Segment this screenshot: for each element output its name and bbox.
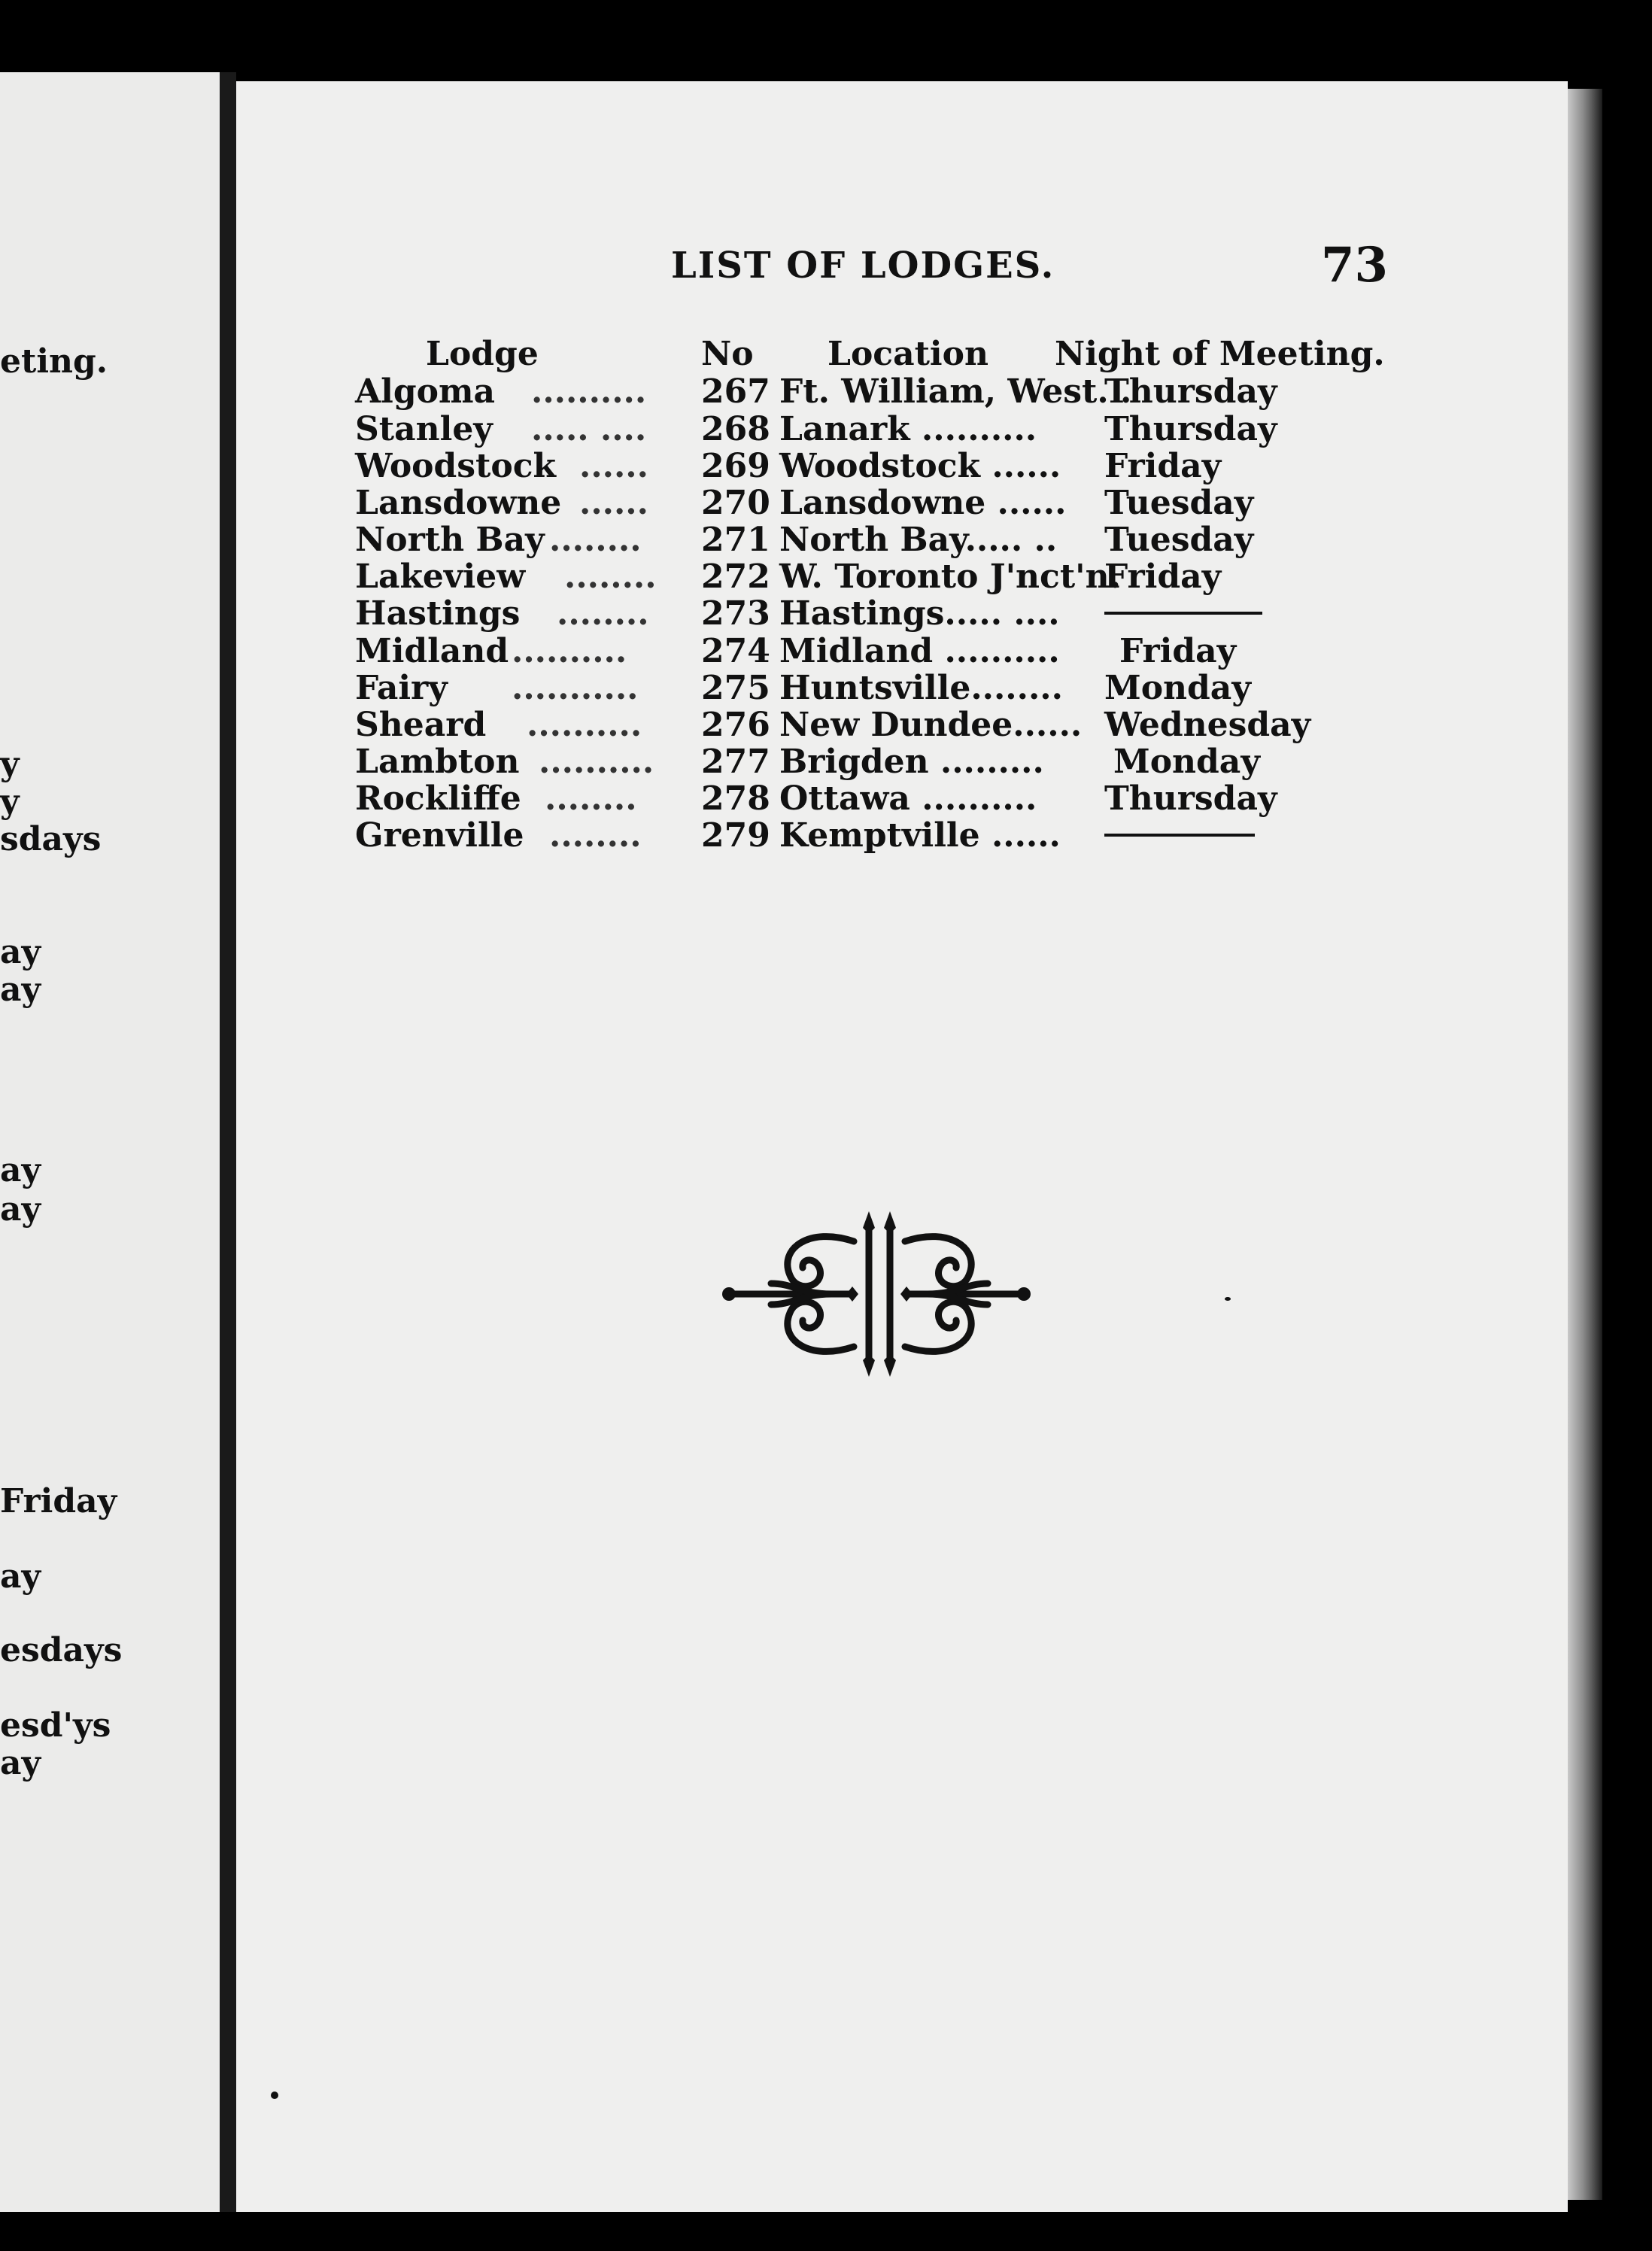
- lodge-number: 269: [701, 447, 770, 485]
- meeting-night: Friday: [1104, 447, 1222, 485]
- lodge-location: Ottawa ..........: [779, 779, 1037, 818]
- meeting-night: [1104, 594, 1262, 633]
- leader-dots: ...........: [512, 669, 639, 707]
- table-row: [0, 706, 1652, 743]
- column-header-lodge: Lodge: [426, 335, 539, 373]
- lodge-number: 267: [701, 372, 770, 411]
- lodge-location: Lanark ..........: [779, 410, 1037, 448]
- ink-speck: [1225, 1297, 1231, 1301]
- lodge-number: 272: [701, 557, 770, 596]
- lodge-name: Rockliffe: [355, 779, 521, 818]
- column-header-night: Night of Meeting.: [1055, 335, 1385, 373]
- lodge-name: Lambton: [355, 743, 520, 781]
- lodge-name: Fairy: [355, 669, 448, 707]
- column-header-no: No: [701, 335, 754, 373]
- leader-dots: ..........: [527, 706, 642, 744]
- table-row: [0, 447, 1652, 485]
- ink-speck: [271, 2092, 278, 2099]
- table-row: [0, 632, 1652, 670]
- leader-dots: ......: [579, 447, 648, 485]
- lodge-number: 273: [701, 594, 770, 633]
- lodge-name: Stanley: [355, 410, 493, 448]
- table-row: [0, 816, 1652, 854]
- lodge-number: 279: [701, 816, 770, 855]
- meeting-night: Thursday: [1104, 779, 1277, 818]
- dash-line: [1104, 612, 1262, 615]
- lodge-name: North Bay: [355, 521, 545, 559]
- left-fragment: y: [0, 745, 20, 783]
- meeting-night: [1104, 816, 1255, 855]
- lodge-location: W. Toronto J'nct'n.: [779, 557, 1121, 596]
- column-header-location: Location: [828, 335, 988, 373]
- meeting-night: Friday: [1104, 557, 1222, 596]
- lodge-name: Midland: [355, 632, 509, 670]
- left-fragment: ay: [0, 1557, 41, 1596]
- left-fragment: y: [0, 782, 20, 821]
- left-fragment: ay: [0, 1151, 41, 1189]
- lodge-number: 270: [701, 484, 770, 522]
- leader-dots: ......: [579, 484, 648, 522]
- lodge-location: Kemptville ......: [779, 816, 1061, 855]
- lodge-name: Sheard: [355, 706, 487, 744]
- meeting-night: Tuesday: [1104, 484, 1254, 522]
- lodge-location: Lansdowne ......: [779, 484, 1067, 522]
- table-row: [0, 669, 1652, 706]
- table-row: [0, 779, 1652, 817]
- lodge-name: Lansdowne: [355, 484, 562, 522]
- lodge-location: New Dundee......: [779, 706, 1083, 744]
- leader-dots: ..... ....: [531, 410, 647, 448]
- lodge-name: Lakeview: [355, 557, 526, 596]
- table-row: [0, 743, 1652, 780]
- left-fragment: ay: [0, 1190, 41, 1229]
- meeting-night: Friday: [1119, 632, 1237, 670]
- left-fragment: esd'ys: [0, 1706, 111, 1745]
- table-row: [0, 372, 1652, 410]
- meeting-night: Wednesday: [1104, 706, 1311, 744]
- lodge-name: Grenville: [355, 816, 524, 855]
- page-number: 73: [1321, 237, 1389, 293]
- page-title: LIST OF LODGES.: [671, 245, 1055, 287]
- lodge-location: Midland ..........: [779, 632, 1060, 670]
- meeting-night: Tuesday: [1104, 521, 1254, 559]
- lodge-location: Brigden .........: [779, 743, 1044, 781]
- leader-dots: ........: [549, 521, 642, 559]
- leader-dots: ........: [557, 594, 649, 633]
- meeting-night: Thursday: [1104, 372, 1277, 411]
- table-row: [0, 557, 1652, 595]
- left-fragment: esdays: [0, 1631, 123, 1669]
- leader-dots: ..........: [531, 372, 647, 411]
- left-fragment: ay: [0, 971, 41, 1009]
- left-fragment: ay: [0, 1744, 41, 1782]
- lodge-location: North Bay..... ..: [779, 521, 1058, 559]
- lodge-location: Huntsville........: [779, 669, 1063, 707]
- left-fragment: sdays: [0, 820, 102, 858]
- lodge-number: 268: [701, 410, 770, 448]
- left-fragment: Friday: [0, 1482, 117, 1520]
- dash-line: [1104, 834, 1255, 837]
- meeting-night: Thursday: [1104, 410, 1277, 448]
- lodge-name: Algoma: [355, 372, 496, 411]
- lodge-location: Woodstock ......: [779, 447, 1061, 485]
- lodge-location: Ft. William, West. .: [779, 372, 1132, 411]
- lodge-number: 275: [701, 669, 770, 707]
- lodge-number: 274: [701, 632, 770, 670]
- left-fragment: eting.: [0, 342, 108, 381]
- meeting-night: Monday: [1113, 743, 1260, 781]
- lodge-number: 277: [701, 743, 770, 781]
- table-row: [0, 484, 1652, 521]
- lodge-name: Woodstock: [355, 447, 557, 485]
- lodge-number: 276: [701, 706, 770, 744]
- lodge-name: Hastings: [355, 594, 521, 633]
- lodge-location: Hastings..... ....: [779, 594, 1060, 633]
- leader-dots: ........: [564, 557, 657, 596]
- table-row: [0, 410, 1652, 448]
- table-row: [0, 594, 1652, 632]
- leader-dots: ..........: [512, 632, 627, 670]
- table-row: [0, 521, 1652, 558]
- lodge-number: 278: [701, 779, 770, 818]
- leader-dots: ........: [549, 816, 642, 855]
- meeting-night: Monday: [1104, 669, 1251, 707]
- leader-dots: ..........: [539, 743, 654, 781]
- left-fragment: ay: [0, 933, 41, 971]
- lodge-number: 271: [701, 521, 770, 559]
- decorative-ornament: [718, 1211, 1034, 1377]
- leader-dots: ........: [545, 779, 637, 818]
